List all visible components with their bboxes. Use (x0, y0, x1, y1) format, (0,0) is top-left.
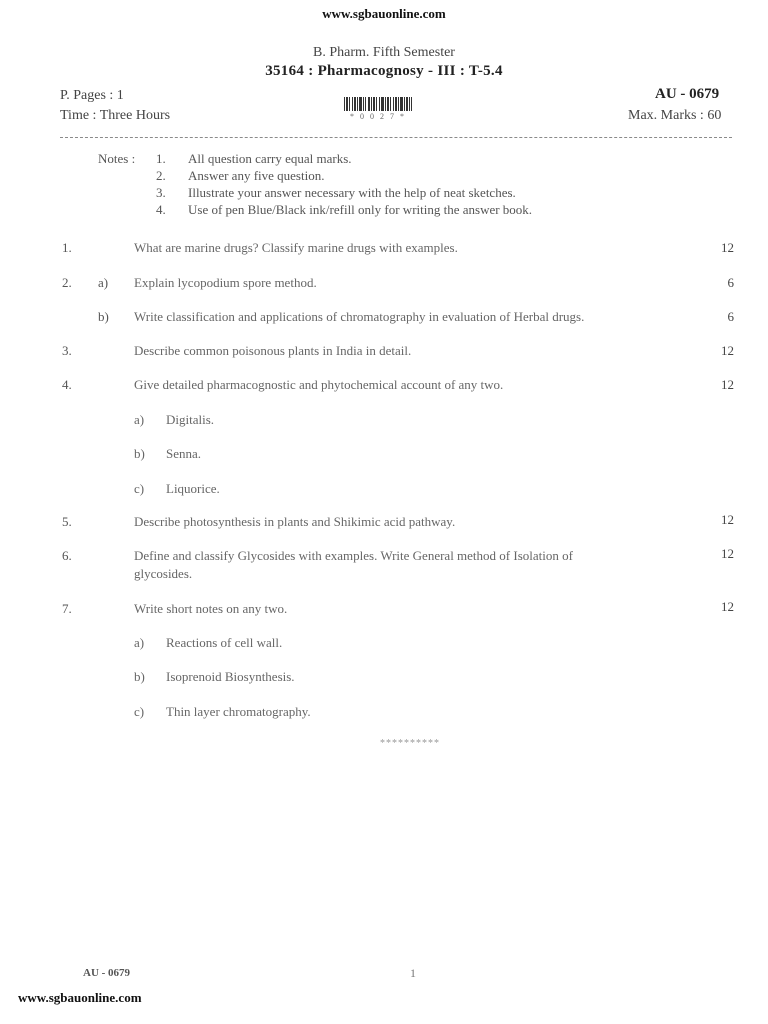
note-text: All question carry equal marks. (188, 151, 352, 166)
note-text: Illustrate your answer necessary with the help of neat sketches. (188, 185, 516, 200)
note-number: 2. (156, 168, 166, 183)
question-marks: 6 (727, 275, 734, 290)
option-label: c) (134, 481, 145, 496)
question-number: 4. (62, 377, 72, 392)
question-text: Give detailed pharmacognostic and phytochemical account of any two. (134, 377, 504, 392)
question-marks: 12 (721, 546, 734, 561)
question-text: Write short notes on any two. (134, 601, 288, 616)
footer-paper-code: AU - 0679 (83, 967, 131, 979)
question-marks: 12 (721, 240, 734, 255)
option-label: b) (134, 446, 145, 461)
website-url-bottom: www.sgbauonline.com (18, 990, 142, 1005)
note-number: 3. (156, 185, 166, 200)
option-label: b) (134, 669, 145, 684)
note-text: Answer any five question. (188, 168, 325, 183)
website-url-top: www.sgbauonline.com (322, 6, 446, 21)
option-label: c) (134, 704, 145, 719)
option-text: Isoprenoid Biosynthesis. (166, 669, 295, 684)
question-marks: 12 (721, 599, 734, 614)
page-number: 1 (410, 966, 416, 980)
option-text: Reactions of cell wall. (166, 635, 283, 650)
option-text: Thin layer chromatography. (166, 704, 311, 719)
notes-label: Notes : (98, 151, 136, 166)
max-marks: Max. Marks : 60 (628, 108, 722, 123)
question-marks: 6 (727, 309, 734, 324)
question-number: 7. (62, 601, 72, 616)
question-text: What are marine drugs? Classify marine drugs with examples. (134, 240, 458, 255)
question-text-line2: glycosides. (134, 566, 193, 581)
question-number: 1. (62, 240, 72, 255)
barcode-image (344, 97, 412, 111)
question-text: Describe common poisonous plants in India in detail. (134, 343, 412, 358)
option-text: Senna. (166, 446, 202, 461)
option-label: a) (134, 412, 145, 427)
sub-question-label: b) (98, 309, 109, 324)
header-divider (60, 137, 732, 138)
option-text: Digitalis. (166, 412, 215, 427)
question-marks: 12 (721, 512, 734, 527)
paper-code: AU - 0679 (655, 86, 720, 102)
note-text: Use of pen Blue/Black ink/refill only for writing the answer book. (188, 202, 533, 217)
question-number: 6. (62, 548, 72, 563)
question-number: 5. (62, 514, 72, 529)
question-marks: 12 (721, 343, 734, 358)
question-marks: 12 (721, 377, 734, 392)
time-duration: Time : Three Hours (60, 108, 171, 123)
question-text: Describe photosynthesis in plants and Shikimic acid pathway. (134, 514, 456, 529)
question-number: 2. (62, 275, 72, 290)
course-title: B. Pharm. Fifth Semester (313, 45, 455, 60)
paper-title: 35164 : Pharmacognosy - III : T-5.4 (265, 63, 503, 79)
note-number: 4. (156, 202, 166, 217)
question-number: 3. (62, 343, 72, 358)
sub-question-label: a) (98, 275, 109, 290)
question-text: Write classification and applications of chromatography in evaluation of Herbal drugs. (134, 309, 585, 324)
option-text: Liquorice. (166, 481, 220, 496)
option-label: a) (134, 635, 145, 650)
question-text-line1: Define and classify Glycosides with examples. Write General method of Isolation of (134, 548, 573, 563)
question-text: Explain lycopodium spore method. (134, 275, 317, 290)
note-number: 1. (156, 151, 166, 166)
barcode-number: * 0 0 2 7 * (350, 112, 406, 121)
end-marker: ********** (380, 738, 440, 749)
pages-count: P. Pages : 1 (60, 88, 124, 103)
